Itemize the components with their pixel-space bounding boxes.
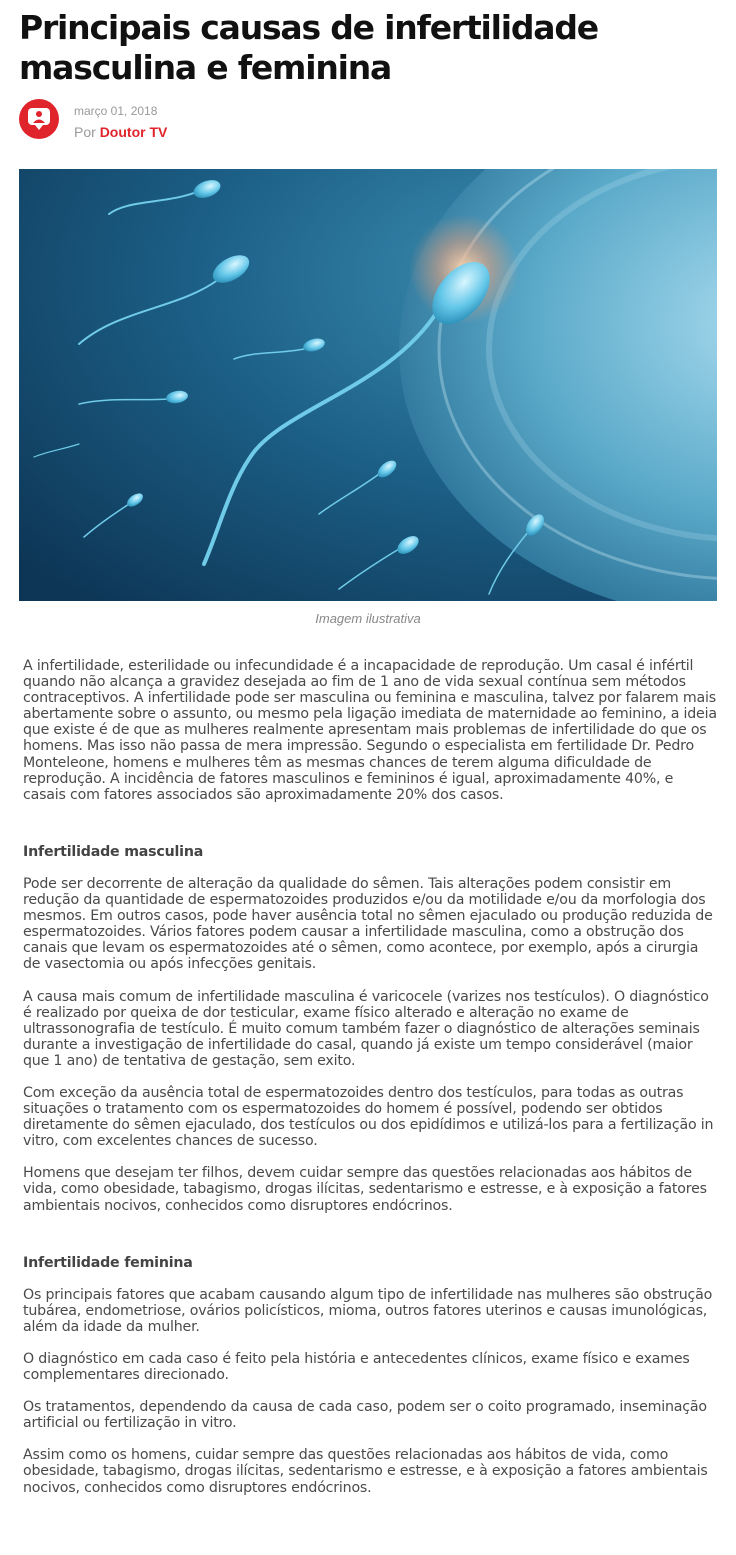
article-title: Principais causas de infertilidade masculina e feminina [19,8,598,87]
image-caption: Imagem ilustrativa [315,611,421,626]
female-paragraph-3: Os tratamentos, dependendo da causa de cada caso, podem ser o coito programado, inseminação artificial ou fertilização in vitro. [23,1399,707,1432]
female-paragraph-1: Os principais fatores que acabam causando algum tipo de infertilidade nas mulheres são obstrução tubárea, endometriose, ovários policísticos, mioma, outros fatores uterinos e causas imunológicas, além da idade da mulher. [23,1286,713,1335]
author-avatar[interactable] [19,99,59,139]
male-paragraph-2: A causa mais comum de infertilidade masculina é varicocele (varizes nos testículos). O diagnóstico é realizado por queixa de dor testicular, exame físico alterado e alteração no exame de ultrassonografia de testículo. É muito comum também fazer o diagnóstico de alterações seminais durante a investigação de infertilidade do casal, quando já existe um tempo considerável (maior que 1 ano) de tentativa de gestação, sem exito. [23,988,709,1069]
female-infertility-heading: Infertilidade feminina [23,1254,193,1271]
author-link[interactable]: Doutor TV [99,124,168,140]
male-infertility-heading: Infertilidade masculina [23,843,204,860]
byline [19,99,419,143]
by-label: Por [74,124,96,140]
article-body [23,658,719,1496]
sperm-and-egg-illustration [19,169,717,601]
male-paragraph-3: Com exceção da ausência total de espermatozoides dentro dos testículos, para todas as outras situações o tratamento com os espermatozoides do homem é possível, podendo ser obtidos diretamente do sêmen ejaculado, dos testículos ou dos epidídimos e utilizá-los para a fertilização in vitro, com excelentes chances de sucesso. [23,1084,714,1150]
female-paragraph-4: Assim como os homens, cuidar sempre das questões relacionadas aos hábitos de vida, como obesidade, tabagismo, drogas ilícitas, sedentarismo e estresse, e à exposição a fatores ambientais nocivos, conhecidos como disruptores endócrinos. [23,1447,708,1496]
article-image [19,169,717,601]
author-line [74,124,167,140]
male-paragraph-1: Pode ser decorrente de alteração da qualidade do sêmen. Tais alterações podem consistir em redução da quantidade de espermatozoides produzidos e/ou da motilidade e/ou da morfologia dos mesmos. Em outros casos, pode haver ausência total no sêmen ejaculado ou produção reduzida de espermatozoides. Vários fatores podem causar a infertilidade masculina, como a obstrução dos canais que levam os espermatozoides até o sêmen, como acontece, por exemplo, após a cirurgia de vasectomia ou após infecções genitais. [23,875,713,973]
publish-date: março 01, 2018 [74,104,158,118]
intro-paragraph: A infertilidade, esterilidade ou infecundidade é a incapacidade de reprodução. Um casal é infértil quando não alcança a gravidez desejada ao fim de 1 ano de vida sexual contínua sem métodos contraceptivos. A infertilidade pode ser masculina ou feminina e masculina, talvez por falarem mais abertamente sobre o assunto, ou mesmo pela ligação imediata de maternidade ao feminino, a ideia que existe é de que as mulheres realmente apresentam mais problemas de infertilidade do que os homens. Mas isso não passa de mera impressão. Segundo o especialista em fertilidade Dr. Pedro Monteleone, homens e mulheres têm as mesmas chances de terem alguma dificuldade de reprodução. A incidência de fatores masculinos e femininos é igual, aproximadamente 40%, e casais com fatores associados são aproximadamente 20% dos casos. [23,658,717,803]
doctor-logo-icon [26,106,52,132]
female-paragraph-2: O diagnóstico em cada caso é feito pela história e antecedentes clínicos, exame físico e exames complementares direcionado. [23,1351,690,1384]
male-paragraph-4: Homens que desejam ter filhos, devem cuidar sempre das questões relacionadas aos hábitos de vida, como obesidade, tabagismo, drogas ilícitas, sedentarismo e estresse, e à exposição a fatores ambientais nocivos, conhecidos como disruptores endócrinos. [23,1165,707,1214]
